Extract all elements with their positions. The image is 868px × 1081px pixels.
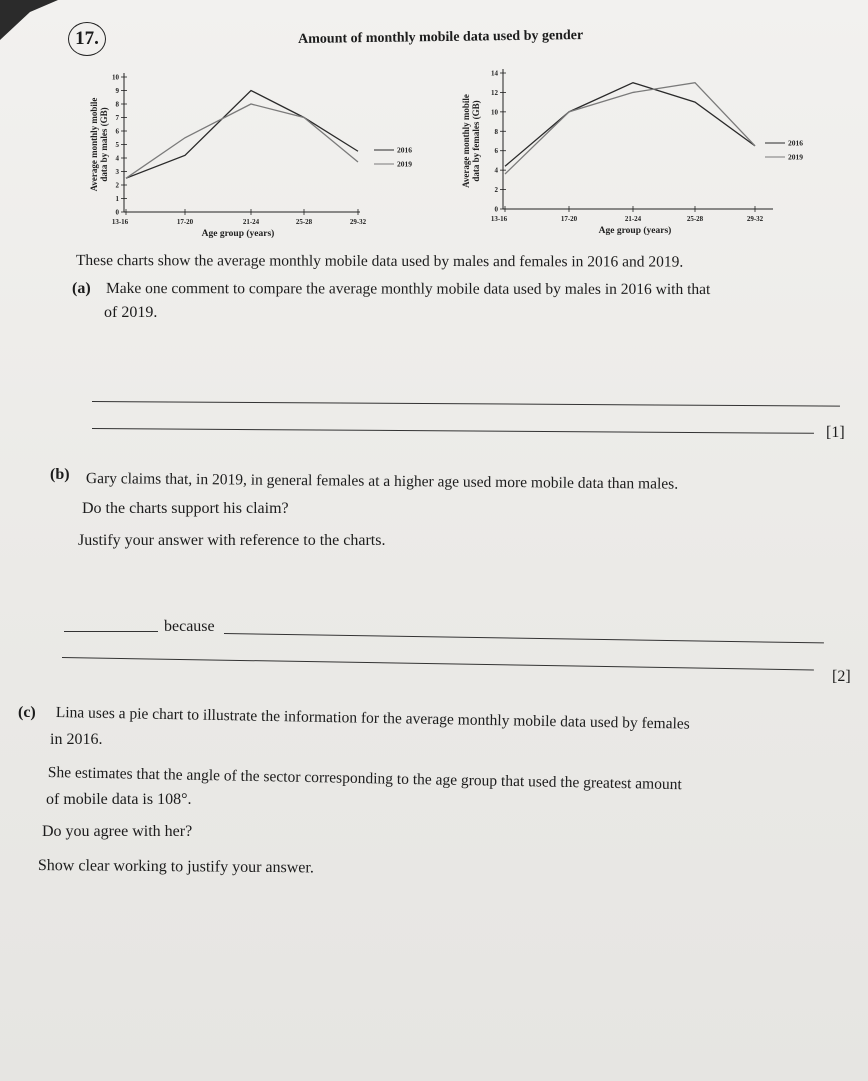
male-ytick-label: 10 <box>112 73 119 82</box>
female-x-axis-label: Age group (years) <box>598 226 672 236</box>
male-xtick-label: 21-24 <box>242 218 260 226</box>
charts-title: Amount of monthly mobile data used by gender <box>298 28 584 47</box>
female-ytick-label: 6 <box>494 147 498 156</box>
female-y-axis-label-line2: data by females (GB) <box>471 100 481 182</box>
female-ytick-label: 12 <box>491 88 498 97</box>
male-y-axis-label-line2: data by males (GB) <box>99 107 109 182</box>
female-xtick-label: 21-24 <box>624 215 642 223</box>
part-c-line6: Show clear working to justify your answer. <box>37 857 314 877</box>
male-x-axis-label: Age group (years) <box>201 229 275 239</box>
females-line-chart <box>455 55 815 245</box>
part-b-line3: Justify your answer with reference to the charts. <box>78 532 386 549</box>
female-ytick-label: 0 <box>494 205 498 214</box>
female-ytick-label: 8 <box>494 127 498 136</box>
part-b-line1: Gary claims that, in 2019, in general females at a higher age used more mobile data than males. <box>85 470 679 493</box>
female-xtick-label: 17-20 <box>560 215 578 223</box>
female-series-2016 <box>505 83 755 167</box>
question-number-circle <box>68 22 106 56</box>
part-a-label: (a) <box>72 280 91 297</box>
female-xtick-label: 29-32 <box>746 215 764 223</box>
question-number-text: 17. <box>75 28 99 49</box>
male-series-2019 <box>126 104 358 178</box>
males-line-chart <box>78 60 412 250</box>
male-ytick-label: 6 <box>115 127 119 136</box>
male-series-2016 <box>126 91 358 179</box>
question-number <box>70 24 104 54</box>
male-ytick-label: 2 <box>115 181 119 190</box>
female-ytick-label: 2 <box>494 186 498 195</box>
part-c-line1: Lina uses a pie chart to illustrate the information for the average monthly mobile data used by females <box>55 704 690 733</box>
part-a-line1: Make one comment to compare the average monthly mobile data used by males in 2016 with that <box>105 280 711 299</box>
part-b-marks: [2] <box>832 668 851 685</box>
part-c-line3: She estimates that the angle of the sector corresponding to the age group that used the greatest amount <box>47 764 682 794</box>
female-xtick-label: 13-16 <box>490 215 508 223</box>
female-legend-label-2016: 2016 <box>788 138 803 148</box>
part-c-line5: Do you agree with her? <box>42 823 193 840</box>
part-c-line4: of mobile data is 108°. <box>46 791 192 808</box>
male-legend-label-2019: 2019 <box>397 159 412 169</box>
male-ytick-label: 0 <box>115 208 119 217</box>
female-y-axis-label-line1: Average monthly mobile <box>461 94 471 188</box>
male-xtick-label: 13-16 <box>111 218 129 226</box>
male-xtick-label: 25-28 <box>295 218 313 226</box>
male-xtick-label: 17-20 <box>176 218 194 226</box>
female-ytick-label: 10 <box>491 108 498 117</box>
intro-text: These charts show the average monthly mobile data used by males and females in 2016 and 2019. <box>75 252 684 271</box>
part-a-line2: of 2019. <box>104 304 158 321</box>
part-b-line2: Do the charts support his claim? <box>82 500 289 517</box>
part-c-label: (c) <box>18 704 36 721</box>
male-ytick-label: 1 <box>115 195 119 203</box>
female-xtick-label: 25-28 <box>686 215 704 223</box>
part-b-answer-blank[interactable] <box>64 631 158 632</box>
part-a-marks: [1] <box>826 424 845 441</box>
male-y-axis-label-line1: Average monthly mobile <box>89 97 99 192</box>
female-series-2019 <box>505 83 755 174</box>
male-ytick-label: 8 <box>115 100 119 109</box>
male-legend-label-2016: 2016 <box>397 145 412 155</box>
female-ytick-label: 14 <box>491 69 498 78</box>
part-b-because: because <box>164 618 215 635</box>
male-ytick-label: 4 <box>115 154 119 163</box>
male-ytick-label: 3 <box>115 168 119 176</box>
male-ytick-label: 7 <box>115 114 119 122</box>
female-ytick-label: 4 <box>494 166 498 175</box>
male-ytick-label: 5 <box>115 141 119 149</box>
male-xtick-label: 29-32 <box>349 218 367 226</box>
part-b-label: (b) <box>50 466 70 483</box>
male-ytick-label: 9 <box>115 87 119 95</box>
part-c-line2: in 2016. <box>50 731 103 748</box>
female-legend-label-2019: 2019 <box>788 152 803 162</box>
